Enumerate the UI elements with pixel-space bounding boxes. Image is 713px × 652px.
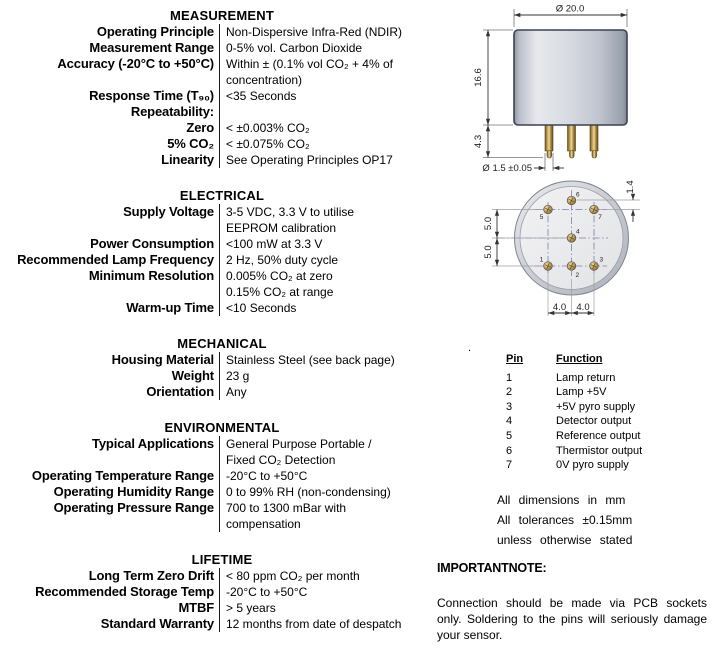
spec-label: Operating Humidity Range: [53, 484, 214, 499]
spec-row: [0, 268, 444, 284]
spec-row: [0, 436, 444, 452]
pin-function: Thermistor output: [556, 444, 643, 457]
dim-pin-cols: [548, 302, 594, 313]
spec-column: [0, 8, 444, 652]
spec-value: < 80 ppm CO₂ per month: [219, 568, 444, 584]
spec-label: [0, 72, 219, 88]
sensor-can-body: [514, 30, 627, 125]
spec-value: 2 Hz, 50% duty cycle: [219, 252, 444, 268]
spec-row: [0, 88, 444, 104]
spec-value: 0-5% vol. Carbon Dioxide: [219, 40, 444, 56]
pin-number-7: 7: [598, 214, 602, 221]
dim-label-height: 16.6: [473, 68, 484, 87]
spec-row: [0, 152, 444, 168]
spec-label: Operating Principle: [96, 24, 214, 39]
spec-row: [0, 236, 444, 252]
spec-value: General Purpose Portable /: [219, 436, 444, 452]
dim-label-pin6-offset: 1.4: [625, 180, 636, 194]
spec-value: 23 g: [219, 368, 444, 384]
sensor-pin: [590, 124, 598, 158]
sensor-side-view-drawing: [430, 0, 713, 175]
spec-row: [0, 468, 444, 484]
dim-pin-length: [473, 125, 543, 158]
pin-table-row: [503, 371, 642, 386]
pin-number: 6: [506, 444, 513, 457]
spec-row: [0, 136, 444, 152]
dimension-notes: [497, 490, 632, 550]
pin-table-row: [503, 400, 642, 415]
spec-row: [0, 500, 444, 516]
important-note-line: only. Soldering to the pins will seriously damage: [437, 612, 707, 626]
base-pin-2: [567, 262, 576, 271]
spec-value: 700 to 1300 mBar with: [219, 500, 444, 516]
dim-label-row-bottom: 5.0: [483, 245, 494, 259]
spec-row: [0, 368, 444, 384]
spec-row: [0, 24, 444, 40]
spec-label: Repeatability:: [130, 104, 214, 119]
pin-function: Lamp +5V: [556, 386, 607, 399]
spec-label: MTBF: [178, 600, 214, 615]
sensor-bottom-view-drawing: [430, 175, 713, 323]
spec-label: Recommended Lamp Frequency: [17, 252, 214, 267]
spec-row: [0, 484, 444, 500]
base-pin-5: [544, 205, 553, 214]
spec-row: [0, 600, 444, 616]
spec-label: Operating Pressure Range: [53, 500, 214, 515]
spec-row: [0, 452, 444, 468]
spec-row: [0, 204, 444, 220]
spec-label: Zero: [186, 120, 214, 135]
note-line: All tolerances ±0.15mm: [497, 513, 633, 527]
stray-mark: .: [468, 342, 472, 354]
base-pin-3: [590, 262, 599, 271]
function-column-header: Function: [556, 353, 603, 365]
spec-row: [0, 104, 444, 120]
spec-value: See Operating Principles OP17: [219, 152, 444, 168]
spec-value: [219, 104, 444, 120]
pin-number: 7: [506, 459, 513, 472]
pin-function: 0V pyro supply: [556, 459, 629, 472]
spec-row: [0, 384, 444, 400]
pin-table-row: [503, 385, 642, 400]
spec-label: [0, 516, 219, 532]
spec-label: Power Consumption: [90, 236, 214, 251]
spec-value: -20°C to +50°C: [219, 468, 444, 484]
spec-row: [0, 584, 444, 600]
spec-value: <10 Seconds: [219, 300, 444, 316]
spec-row: [0, 568, 444, 584]
dim-label-col-right: 4.0: [576, 302, 590, 313]
spec-value: <100 mW at 3.3 V: [219, 236, 444, 252]
spec-value: concentration): [219, 72, 444, 88]
spec-label: Supply Voltage: [123, 204, 214, 219]
section-environmental: [0, 420, 444, 532]
important-note-line: Connection should be made via PCB sockets: [437, 596, 707, 610]
pin-table-row: [503, 458, 642, 473]
spec-label: Long Term Zero Drift: [88, 568, 214, 583]
pin-table-row: [503, 414, 642, 429]
spec-label: Typical Applications: [92, 436, 214, 451]
pin-table-row: [503, 429, 642, 444]
section-mechanical: [0, 336, 444, 400]
dim-label-pin-diameter: Ø 1.5 ±0.05: [482, 163, 532, 174]
pin-function: Reference output: [556, 429, 641, 442]
section-title: LIFETIME: [191, 552, 253, 567]
spec-value: 0 to 99% RH (non-condensing): [219, 484, 444, 500]
important-note-title: IMPORTANTNOTE:: [437, 561, 547, 575]
spec-value: compensation: [219, 516, 444, 532]
pin-number: 5: [506, 429, 513, 442]
spec-label: Standard Warranty: [100, 616, 214, 631]
spec-row: [0, 220, 444, 236]
spec-label: Housing Material: [111, 352, 214, 367]
dim-label-diameter: Ø 20.0: [555, 3, 585, 15]
section-electrical: [0, 188, 444, 316]
note-line: unless otherwise stated: [497, 533, 633, 547]
base-pin-6: [567, 196, 576, 205]
spec-label: 5% CO₂: [167, 136, 214, 151]
dim-pin6-offset: [625, 180, 636, 222]
pin-number-5: 5: [539, 214, 544, 221]
pin-number: 1: [506, 371, 513, 384]
spec-label: Warm-up Time: [126, 300, 214, 315]
important-note-body: [437, 595, 707, 643]
spec-value: Non-Dispersive Infra-Red (NDIR): [219, 24, 444, 40]
spec-row: [0, 56, 444, 72]
sensor-pins: [545, 124, 598, 158]
spec-value: EEPROM calibration: [219, 220, 444, 236]
pin-number-4: 4: [576, 228, 580, 236]
spec-label: Measurement Range: [89, 40, 214, 55]
important-note: [437, 561, 707, 643]
pin-table-header: [503, 352, 642, 367]
spec-label: [0, 284, 219, 300]
pin-number: 2: [506, 386, 513, 399]
spec-row: [0, 616, 444, 632]
spec-value: 12 months from date of despatch: [219, 616, 444, 632]
spec-row: [0, 252, 444, 268]
spec-label: Linearity: [161, 152, 214, 167]
spec-label: Accuracy (-20°C to +50°C): [57, 56, 214, 71]
spec-label: Recommended Storage Temp: [35, 584, 214, 599]
pin-number-1: 1: [539, 256, 544, 264]
spec-value: Stainless Steel (see back page): [219, 352, 444, 368]
spec-label: [0, 220, 219, 236]
spec-row: [0, 284, 444, 300]
spec-value: > 5 years: [219, 600, 444, 616]
spec-value: < ±0.003% CO₂: [219, 120, 444, 136]
spec-value: <35 Seconds: [219, 88, 444, 104]
sensor-pin: [568, 124, 576, 158]
spec-value: < ±0.075% CO₂: [219, 136, 444, 152]
note-line: All dimensions in mm: [497, 493, 626, 507]
spec-label: [0, 452, 219, 468]
dim-label-col-left: 4.0: [552, 302, 567, 313]
base-pin-7: [590, 205, 599, 214]
spec-value: 0.005% CO₂ at zero: [219, 268, 444, 284]
spec-value: Any: [219, 384, 444, 400]
section-title: MECHANICAL: [177, 336, 267, 351]
spec-row: [0, 120, 444, 136]
pin-column-header: Pin: [506, 353, 524, 365]
spec-label: Operating Temperature Range: [31, 468, 214, 483]
pin-table-row: [503, 444, 642, 459]
section-title: ELECTRICAL: [179, 188, 265, 203]
pin-function: +5V pyro supply: [556, 400, 636, 413]
spec-value: Within ± (0.1% vol CO₂ + 4% of: [219, 56, 444, 72]
pin-number-6: 6: [576, 191, 580, 199]
pin-function-table: [503, 352, 642, 473]
spec-row: [0, 40, 444, 56]
dim-can-diameter: [514, 4, 627, 28]
section-measurement: [0, 8, 444, 168]
spec-row: [0, 352, 444, 368]
sensor-pin: [545, 124, 553, 158]
pin-number: 4: [506, 415, 513, 428]
pin-number-3: 3: [599, 256, 604, 264]
section-lifetime: [0, 552, 444, 632]
spec-row: [0, 516, 444, 532]
base-pin-1: [544, 262, 553, 271]
pin-number: 3: [506, 400, 513, 413]
spec-value: Fixed CO₂ Detection: [219, 452, 444, 468]
spec-value: 3-5 VDC, 3.3 V to utilise: [219, 204, 444, 220]
spec-value: -20°C to +50°C: [219, 584, 444, 600]
dim-label-pin-length: 4.3: [473, 134, 484, 149]
spec-label: Weight: [171, 368, 214, 383]
spec-label: Response Time (T₉₀): [89, 88, 214, 103]
spec-row: [0, 300, 444, 316]
base-pin-4: [567, 234, 576, 243]
section-title: MEASUREMENT: [169, 8, 275, 23]
dim-can-height: [473, 30, 513, 125]
dim-label-row-top: 5.0: [483, 216, 494, 231]
spec-label: Minimum Resolution: [88, 268, 214, 283]
pin-function: Lamp return: [556, 371, 616, 384]
pin-function: Detector output: [556, 415, 632, 428]
pin-number-2: 2: [575, 272, 580, 279]
section-title: ENVIRONMENTAL: [164, 420, 280, 435]
spec-row: [0, 72, 444, 88]
spec-label: Orientation: [146, 384, 214, 399]
spec-value: 0.15% CO₂ at range: [219, 284, 444, 300]
important-note-line: your sensor.: [437, 628, 503, 642]
